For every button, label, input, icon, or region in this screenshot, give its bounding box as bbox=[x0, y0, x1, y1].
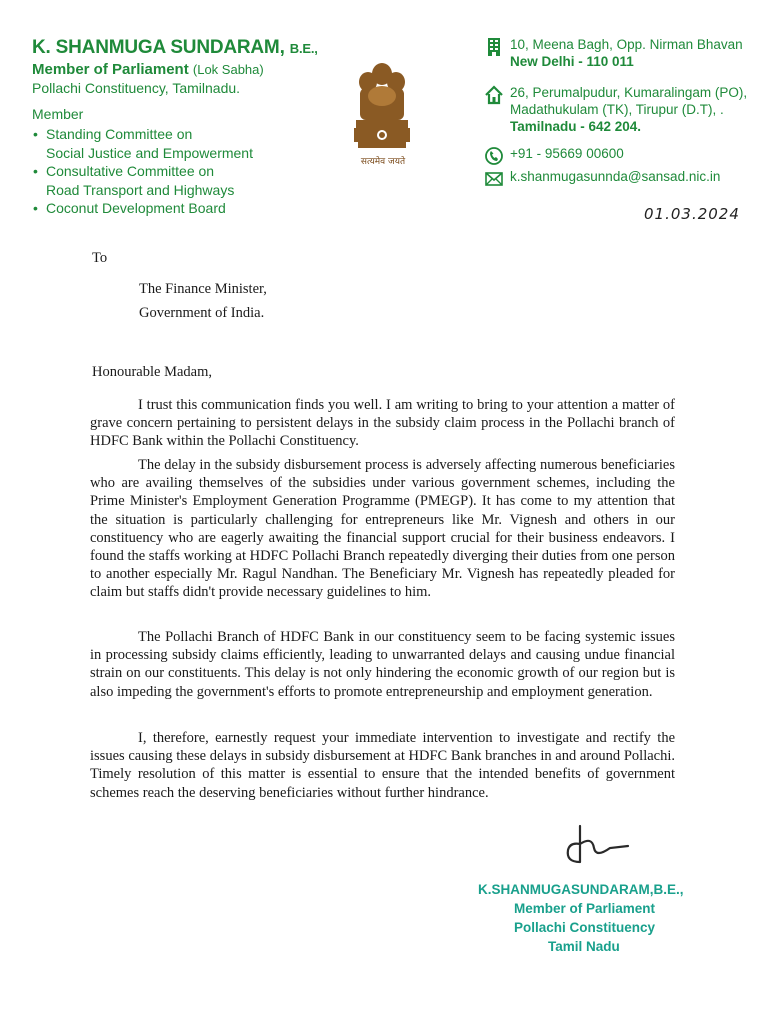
committee-item bbox=[32, 199, 352, 218]
handwritten-signature bbox=[560, 822, 640, 872]
committee-item bbox=[32, 125, 352, 162]
recipient-line2: Government of India. bbox=[139, 305, 265, 321]
signature-block bbox=[478, 880, 718, 956]
delhi-address bbox=[484, 36, 764, 70]
home-icon bbox=[484, 85, 504, 105]
paragraph-3: The Pollachi Branch of HDFC Bank in our constituency seem to be facing systemic issues in processing subsidy claims efficiently, leading to unwarranted delays and causing undue financial strain on our constituents. This delay is not only hindering the economic growth of our region but is also impeding the government's efforts to promote entrepreneurship and employment generation. bbox=[90, 629, 675, 700]
paragraph-2: The delay in the subsidy disbursement process is adversely affecting numerous beneficiaries who are availing themselves of the subsidies under various government schemes, including the Prime Minister's Employment Generation Programme (PMEGP). It has come to my attention that the situation is particularly challenging for entrepreneurs like Mr. Vignesh and others in our constituency who are eagerly awaiting the financial support crucial for their business endeavors. I found the staffs working at HDFC Pollachi Branch repeatedly diverging their duties from one person to another especially Mr. Ragul Nandhan. The Beneficiary Mr. Vignesh has repeatedly pleaded for claim but staffs didn't provide necessary guidelines to him. bbox=[90, 457, 675, 601]
building-icon bbox=[484, 37, 504, 57]
signatory-name: K.SHANMUGASUNDARAM,B.E., bbox=[478, 882, 684, 897]
committee-text: Coconut Development Board bbox=[46, 200, 226, 216]
mp-title bbox=[32, 61, 352, 79]
recipient-line1: The Finance Minister, bbox=[139, 281, 267, 297]
phone-number: +91 - 95669 00600 bbox=[510, 146, 624, 161]
committee-text: Standing Committee on bbox=[46, 126, 193, 142]
salutation: Honourable Madam, bbox=[92, 364, 212, 380]
delhi-address-line1: 10, Meena Bagh, Opp. Nirman Bhavan bbox=[510, 37, 743, 52]
mp-name bbox=[32, 36, 352, 61]
committee-item bbox=[32, 162, 352, 199]
home-address-line1: 26, Perumalpudur, Kumaralingam (PO), bbox=[510, 85, 748, 100]
member-label: Member bbox=[32, 106, 84, 122]
home-address-line3: Tamilnadu - 642 204. bbox=[510, 119, 642, 134]
email-icon bbox=[484, 169, 504, 189]
email-address: k.shanmugasunnda@sansad.nic.in bbox=[510, 169, 721, 184]
committee-text: Road Transport and Highways bbox=[46, 181, 235, 198]
to-label: To bbox=[92, 250, 108, 266]
letter-date: 01.03.2024 bbox=[644, 205, 740, 223]
signatory-constituency: Pollachi Constituency bbox=[514, 920, 656, 935]
home-address bbox=[484, 84, 764, 135]
mp-degree: B.E., bbox=[289, 41, 318, 56]
email-row bbox=[484, 168, 764, 185]
committee-list bbox=[32, 125, 352, 218]
paragraph-4: I, therefore, earnestly request your immediate intervention to investigate and rectify the issues causing these delays in subsidy disbursement at HDFC Bank branches in and around Pollachi. Timely resolution of this matter is essential to ensure that the intended benefits of government schemes reach the deserving beneficiaries without further hindrance. bbox=[90, 730, 675, 801]
mp-name-text: K. SHANMUGA SUNDARAM, bbox=[32, 37, 285, 58]
letterhead-right bbox=[484, 36, 764, 185]
home-address-line2: Madathukulam (TK), Tirupur (D.T), . bbox=[510, 102, 724, 117]
letterhead-left bbox=[32, 36, 352, 218]
mp-constituency: Pollachi Constituency, Tamilnadu. bbox=[32, 80, 241, 96]
paragraph-1: I trust this communication finds you well. I am writing to bring to your attention a matter of grave concern pertaining to persistent delays in the subsidy claim process in the Pollachi branch of HDFC Bank within the Pollachi Constituency. bbox=[90, 397, 675, 450]
phone-row bbox=[484, 145, 764, 162]
delhi-address-line2: New Delhi - 110 011 bbox=[510, 54, 634, 69]
mp-house: (Lok Sabha) bbox=[192, 62, 264, 77]
committee-text: Consultative Committee on bbox=[46, 163, 215, 179]
phone-icon bbox=[484, 146, 504, 166]
signatory-title: Member of Parliament bbox=[514, 901, 656, 916]
committee-text: Social Justice and Empowerment bbox=[46, 144, 253, 161]
emblem-motto: सत्यमेव जयते bbox=[360, 157, 406, 167]
mp-title-text: Member of Parliament bbox=[32, 61, 189, 78]
signatory-state: Tamil Nadu bbox=[548, 939, 620, 954]
